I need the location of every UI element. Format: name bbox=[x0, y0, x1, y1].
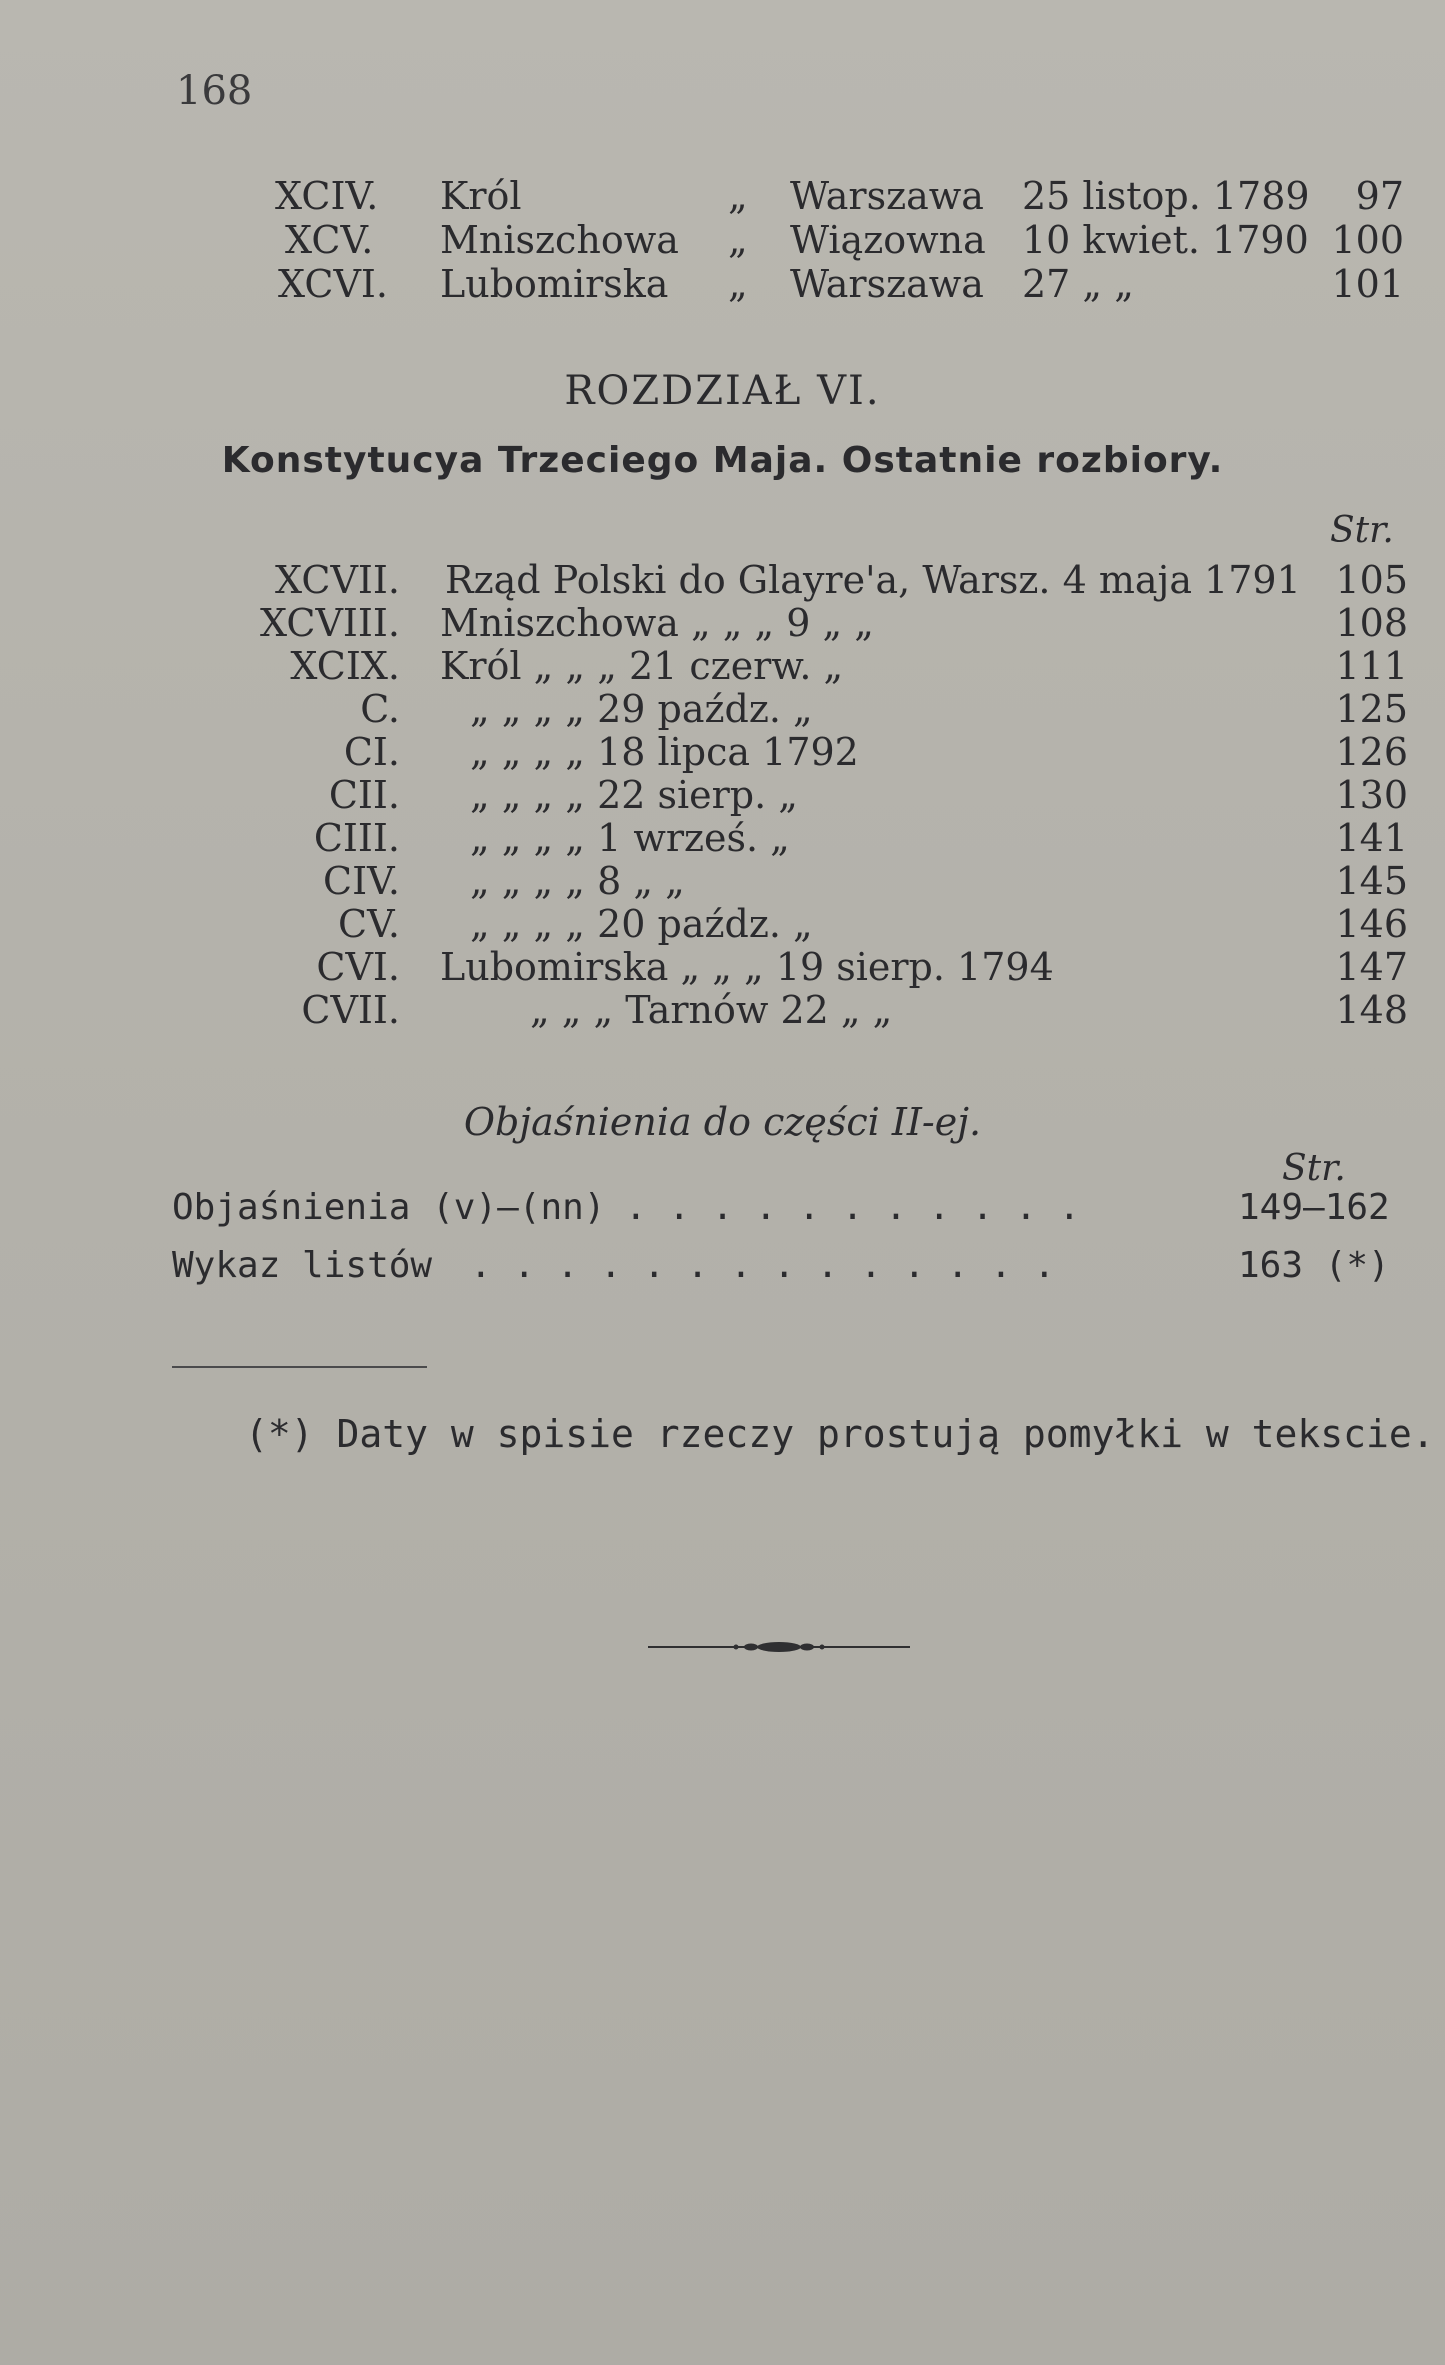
entry-label: Wykaz listów bbox=[172, 1245, 433, 1286]
list-item bbox=[0, 558, 1445, 602]
column-label-str: Str. bbox=[1282, 1148, 1346, 1189]
roman-numeral: CII. bbox=[328, 773, 400, 817]
roman-numeral: CV. bbox=[338, 902, 400, 946]
page-ref: 130 bbox=[1335, 773, 1408, 817]
recipient: Mniszchowa bbox=[440, 218, 679, 262]
list-item bbox=[0, 687, 1445, 731]
roman-numeral: CI. bbox=[343, 730, 400, 774]
list-item bbox=[0, 773, 1445, 817]
page-ref: 97 bbox=[1355, 174, 1404, 218]
column-label-str: Str. bbox=[1330, 510, 1394, 551]
page-ref: 108 bbox=[1335, 601, 1408, 645]
roman-numeral: XCIV. bbox=[275, 174, 379, 218]
roman-numeral: XCVI. bbox=[278, 262, 388, 306]
entry-text: „ „ „ „ 29 paźdz. „ bbox=[470, 687, 813, 731]
entry-text: „ „ „ „ 20 paźdz. „ bbox=[470, 902, 813, 946]
entry-text: Lubomirska „ „ „ 19 sierp. 1794 bbox=[440, 945, 1054, 989]
date: 27 „ „ bbox=[1022, 262, 1134, 306]
roman-numeral: XCIX. bbox=[290, 644, 400, 688]
place: Warszawa bbox=[790, 174, 984, 218]
chapter-heading: ROZDZIAŁ VI. bbox=[564, 368, 881, 414]
recipient: Król bbox=[440, 174, 522, 218]
list-item bbox=[0, 859, 1445, 903]
entry-text: „ „ „ „ 18 lipca 1792 bbox=[470, 730, 859, 774]
date: 10 kwiet. 1790 bbox=[1022, 218, 1309, 262]
roman-numeral: CVII. bbox=[301, 988, 400, 1032]
ditto-mark: „ bbox=[728, 218, 748, 262]
list-item bbox=[0, 644, 1445, 688]
ornament-divider bbox=[648, 1638, 910, 1656]
list-item bbox=[0, 988, 1445, 1032]
leader-dots: . . . . . . . . . . . . . . bbox=[470, 1245, 1056, 1286]
entry-text: Rząd Polski do Glayre'a, Warsz. 4 maja 1791 bbox=[445, 558, 1301, 602]
place: Wiązowna bbox=[790, 218, 986, 262]
page-ref: 101 bbox=[1331, 262, 1404, 306]
list-item bbox=[0, 262, 1445, 306]
recipient: Lubomirska bbox=[440, 262, 669, 306]
page-ref: 105 bbox=[1335, 558, 1408, 602]
entry-text: „ „ „ „ 1 wrześ. „ bbox=[470, 816, 790, 860]
list-item bbox=[0, 601, 1445, 645]
page-ref: 100 bbox=[1331, 218, 1404, 262]
roman-numeral: CIV. bbox=[323, 859, 400, 903]
page-ref: 149—162 bbox=[1238, 1187, 1390, 1228]
list-item bbox=[0, 730, 1445, 774]
leader-dots: . . . . . . . . . . . bbox=[625, 1187, 1081, 1228]
entry-text: „ „ „ „ 22 sierp. „ bbox=[470, 773, 798, 817]
list-item bbox=[0, 1244, 1445, 1288]
roman-numeral: XCV. bbox=[285, 218, 374, 262]
list-item bbox=[0, 218, 1445, 262]
page-ref: 148 bbox=[1335, 988, 1408, 1032]
entry-text: „ „ „ „ 8 „ „ bbox=[470, 859, 685, 903]
page-ref: 163 (*) bbox=[1238, 1245, 1390, 1286]
date: 25 listop. 1789 bbox=[1022, 174, 1310, 218]
ditto-mark: „ bbox=[728, 262, 748, 306]
page-ref: 111 bbox=[1335, 644, 1408, 688]
page-ref: 147 bbox=[1335, 945, 1408, 989]
entry-text: Król „ „ „ 21 czerw. „ bbox=[440, 644, 844, 688]
list-item bbox=[0, 174, 1445, 218]
page-ref: 141 bbox=[1335, 816, 1408, 860]
list-item bbox=[0, 945, 1445, 989]
page-number: 168 bbox=[176, 68, 253, 114]
page-ref: 146 bbox=[1335, 902, 1408, 946]
explanations-heading: Objaśnienia do części II-ej. bbox=[463, 1100, 982, 1144]
page-ref: 126 bbox=[1335, 730, 1408, 774]
roman-numeral: XCVIII. bbox=[259, 601, 400, 645]
footnote-rule bbox=[172, 1366, 427, 1368]
page-ref: 145 bbox=[1335, 859, 1408, 903]
entry-text: „ „ „ Tarnów 22 „ „ bbox=[530, 988, 893, 1032]
roman-numeral: C. bbox=[360, 687, 400, 731]
entry-text: Mniszchowa „ „ „ 9 „ „ bbox=[440, 601, 874, 645]
list-item bbox=[0, 816, 1445, 860]
roman-numeral: XCVII. bbox=[274, 558, 400, 602]
page-ref: 125 bbox=[1335, 687, 1408, 731]
place: Warszawa bbox=[790, 262, 984, 306]
entry-label: Objaśnienia (v)—(nn) bbox=[172, 1187, 606, 1228]
chapter-title: Konstytucya Trzeciego Maja. Ostatnie rozbiory. bbox=[221, 440, 1224, 481]
footnote: (*) Daty w spisie rzeczy prostują pomyłki w tekscie. bbox=[245, 1412, 1435, 1456]
list-item bbox=[0, 1186, 1445, 1230]
roman-numeral: CIII. bbox=[313, 816, 400, 860]
ditto-mark: „ bbox=[728, 174, 748, 218]
roman-numeral: CVI. bbox=[316, 945, 400, 989]
list-item bbox=[0, 902, 1445, 946]
